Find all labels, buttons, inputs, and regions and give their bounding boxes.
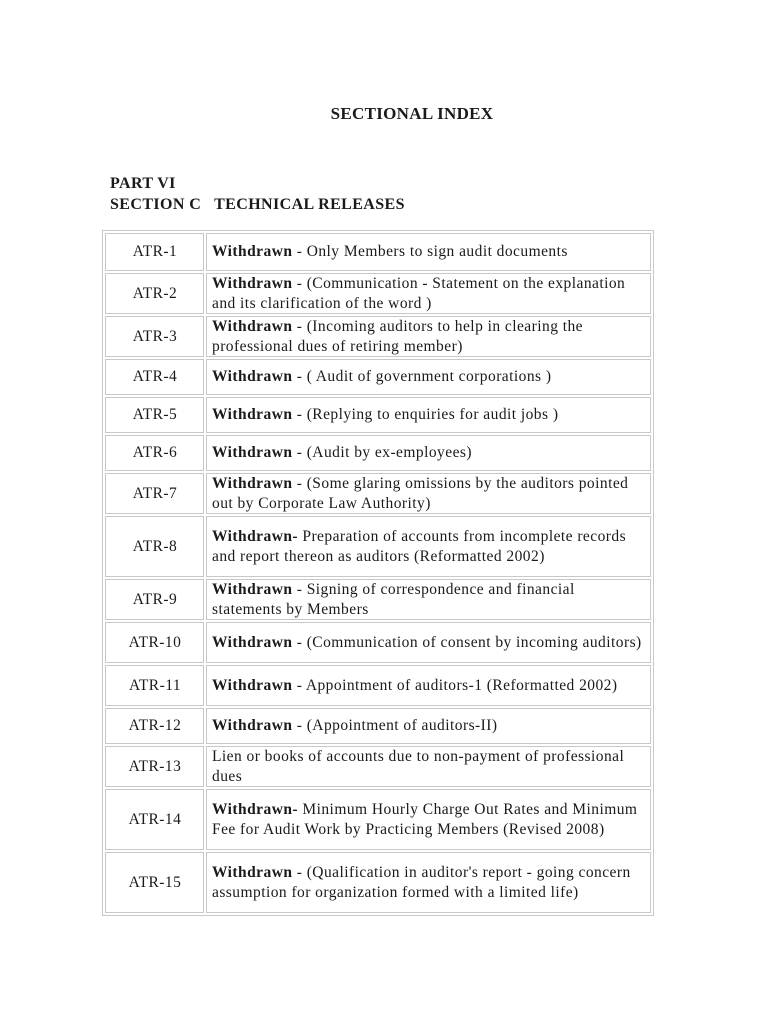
release-text: Minimum Hourly Charge Out Rates and Minimum Fee for Audit Work by Practicing Members (Revised 2008) <box>212 801 638 838</box>
section-name: TECHNICAL RELEASES <box>214 196 405 213</box>
release-description <box>206 708 651 744</box>
release-description <box>206 359 651 395</box>
release-text: Lien or books of accounts due to non-payment of professional dues <box>212 748 625 785</box>
table-row <box>105 746 651 787</box>
release-code: ATR-9 <box>105 579 204 620</box>
withdrawn-label: Withdrawn <box>212 243 293 261</box>
section-heading <box>110 194 405 215</box>
table-row <box>105 273 651 314</box>
release-code: ATR-5 <box>105 397 204 433</box>
release-code: ATR-12 <box>105 708 204 744</box>
table-row <box>105 789 651 850</box>
release-description <box>206 473 651 514</box>
release-code: ATR-4 <box>105 359 204 395</box>
withdrawn-label: Withdrawn <box>212 581 293 598</box>
release-text: - Appointment of auditors-1 (Reformatted 2002) <box>292 676 618 694</box>
release-description <box>206 233 651 271</box>
release-description <box>206 665 651 706</box>
table-row <box>105 397 651 433</box>
table-row <box>105 852 651 913</box>
withdrawn-label: Withdrawn <box>212 318 293 335</box>
table-row <box>105 316 651 357</box>
table-row <box>105 359 651 395</box>
release-description <box>206 622 651 663</box>
table-row <box>105 665 651 706</box>
release-text: - Signing of correspondence and financial statements by Members <box>212 581 575 618</box>
withdrawn-label: Withdrawn- <box>212 528 299 545</box>
release-description <box>206 789 651 850</box>
release-code: ATR-3 <box>105 316 204 357</box>
release-text: - (Incoming auditors to help in clearing the professional dues of retiring member) <box>212 318 583 355</box>
table-row <box>105 708 651 744</box>
withdrawn-label: Withdrawn <box>212 676 293 694</box>
release-code: ATR-6 <box>105 435 204 471</box>
table-row <box>105 233 651 271</box>
release-description <box>206 397 651 433</box>
release-description <box>206 579 651 620</box>
withdrawn-label: Withdrawn <box>212 633 293 651</box>
withdrawn-label: Withdrawn <box>212 864 293 881</box>
release-text: - (Communication - Statement on the explanation and its clarification of the word ) <box>212 275 626 312</box>
release-code: ATR-11 <box>105 665 204 706</box>
withdrawn-label: Withdrawn <box>212 444 293 462</box>
withdrawn-label: Withdrawn <box>212 475 293 492</box>
table-row <box>105 473 651 514</box>
release-text: - (Some glaring omissions by the auditors pointed out by Corporate Law Authority) <box>212 475 629 512</box>
part-heading <box>110 173 405 215</box>
release-code: ATR-7 <box>105 473 204 514</box>
part-label: PART VI <box>110 175 176 192</box>
withdrawn-label: Withdrawn <box>212 406 293 424</box>
release-text: - (Replying to enquiries for audit jobs ) <box>292 406 559 424</box>
table-row <box>105 516 651 577</box>
release-description <box>206 516 651 577</box>
release-description <box>206 746 651 787</box>
release-text: - ( Audit of government corporations ) <box>292 368 552 386</box>
table-row <box>105 579 651 620</box>
release-description <box>206 316 651 357</box>
withdrawn-label: Withdrawn <box>212 275 293 292</box>
release-text: - (Appointment of auditors-II) <box>292 717 498 735</box>
release-text: - (Qualification in auditor's report - going concern assumption for organization formed with a limited life) <box>212 864 631 901</box>
technical-releases-table <box>102 230 654 916</box>
release-description <box>206 273 651 314</box>
release-text: Preparation of accounts from incomplete records and report thereon as auditors (Reformatted 2002) <box>212 528 627 565</box>
withdrawn-label: Withdrawn <box>212 717 293 735</box>
release-code: ATR-15 <box>105 852 204 913</box>
page-title: SECTIONAL INDEX <box>330 104 494 123</box>
table-row <box>105 435 651 471</box>
withdrawn-label: Withdrawn- <box>212 801 299 818</box>
release-description <box>206 852 651 913</box>
section-prefix: SECTION C <box>110 196 202 213</box>
release-text: - (Audit by ex-employees) <box>292 444 473 462</box>
release-code: ATR-1 <box>105 233 204 271</box>
release-code: ATR-8 <box>105 516 204 577</box>
release-code: ATR-13 <box>105 746 204 787</box>
release-code: ATR-10 <box>105 622 204 663</box>
release-text: - (Communication of consent by incoming auditors) <box>292 633 642 651</box>
release-description <box>206 435 651 471</box>
release-code: ATR-14 <box>105 789 204 850</box>
withdrawn-label: Withdrawn <box>212 368 293 386</box>
table-row <box>105 622 651 663</box>
release-code: ATR-2 <box>105 273 204 314</box>
release-text: - Only Members to sign audit documents <box>292 243 568 261</box>
